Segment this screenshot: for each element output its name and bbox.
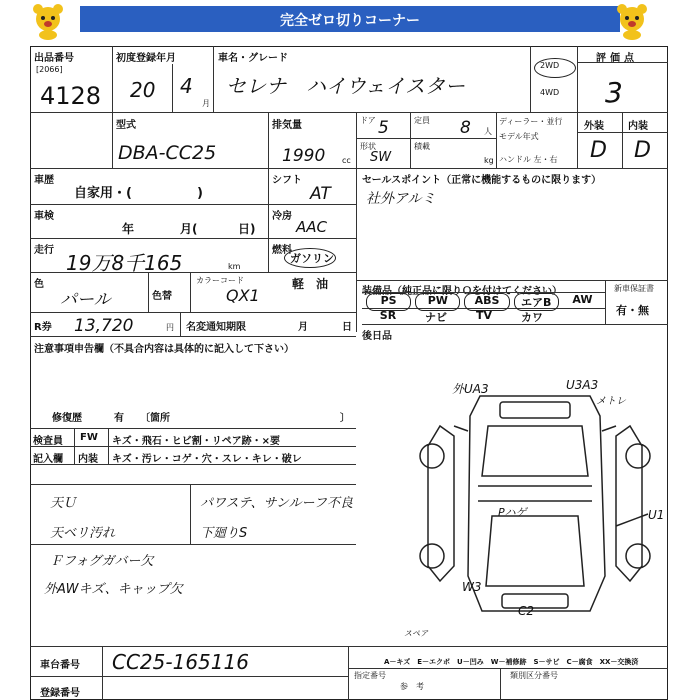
- shape-value: SW: [370, 150, 392, 165]
- listing-label: 出品番号: [34, 53, 74, 64]
- aircon-value: AAC: [296, 218, 327, 236]
- bottom-category: 類別区分番号: [510, 671, 558, 680]
- color-value: パール: [60, 290, 111, 310]
- rating-value: 3: [605, 76, 623, 109]
- equip-aw: AW: [572, 293, 593, 306]
- inspection-day: 日): [238, 222, 256, 236]
- mileage-unit: km: [228, 262, 241, 271]
- equip-navi: ナビ: [425, 311, 447, 324]
- repair-value: 有: [114, 413, 124, 424]
- color-label: 色: [34, 279, 44, 290]
- interior-value: D: [634, 138, 651, 163]
- capacity-label: 定員: [414, 116, 430, 125]
- inspection-year: 年: [122, 222, 135, 236]
- regnum-label: 登録番号: [40, 688, 80, 699]
- model-label: 車名・グレード: [218, 53, 288, 64]
- equip-tv: TV: [475, 309, 493, 322]
- mark-u1: U1: [648, 508, 665, 522]
- inspector-row2-head: 内装: [78, 454, 98, 465]
- equipment-warranty-label: 新車保証書: [614, 284, 654, 293]
- equip-sr: SR: [379, 309, 397, 322]
- shape-label: 形状: [360, 142, 376, 151]
- repair-place: 〔箇所: [140, 413, 170, 424]
- shift-value: AT: [310, 184, 331, 204]
- inspection-month: 月(: [180, 222, 198, 236]
- mileage-value: 19万8千165: [66, 251, 183, 275]
- mileage-label: 走行: [34, 245, 54, 256]
- remark-right-1: パワステ、サンルーフ不良: [200, 496, 353, 511]
- chassis-value: CC25-165116: [112, 650, 249, 674]
- fuel-diesel: 軽 油: [292, 277, 329, 291]
- damage-legend: A－キズ E－エクボ U－凹み W－補修跡 S－サビ C－腐食 XX－交換済: [384, 658, 639, 666]
- equipment-row2: [364, 309, 556, 325]
- equip-abs: ABS: [464, 293, 509, 311]
- inspector-row1: キズ・飛石・ヒビ割・リペア跡・×要: [112, 436, 280, 447]
- registration-month-unit: 月: [202, 99, 210, 108]
- usage-value: 自家用・( ): [74, 186, 203, 201]
- equipment-warranty-value: 有・無: [616, 304, 649, 317]
- color-code-label: カラーコード: [196, 276, 244, 285]
- interior-label: 内装: [628, 121, 648, 132]
- recycle-label: R券: [34, 322, 52, 333]
- mark-spare: スペア: [404, 629, 428, 638]
- fuel-label: 燃料: [272, 245, 292, 256]
- registration-month: 4: [180, 74, 193, 98]
- drive-2wd: 2WD: [540, 61, 560, 70]
- listing-sub: [2066]: [36, 65, 63, 74]
- remark-left-4: 外AWキズ、キャップ欠: [44, 582, 183, 597]
- mark-w3: W3: [462, 580, 482, 594]
- owner-change-label: 名変通知期限: [186, 322, 246, 333]
- mark-paint-peel: Pハゲ: [498, 506, 527, 519]
- type-value: DBA-CC25: [118, 142, 217, 164]
- mark-metal: メトレ: [596, 396, 626, 407]
- car-damage-diagram: [410, 376, 666, 638]
- load-unit: kg: [484, 156, 494, 165]
- capacity-value: 8: [460, 118, 471, 138]
- post-install-label: 後日品: [362, 331, 392, 342]
- bottom-designated: 指定番号: [354, 671, 386, 680]
- inspector-row2: キズ・汚レ・コゲ・穴・スレ・キレ・破レ: [112, 454, 302, 465]
- dealer-model-year: モデル年式: [499, 132, 539, 141]
- displacement-value: 1990: [282, 146, 326, 166]
- color-change-label: 色替: [152, 291, 172, 302]
- inspector-row1-head: FW: [80, 432, 98, 443]
- registration-year: 20: [130, 78, 156, 102]
- displacement-label: 排気量: [272, 120, 302, 131]
- shift-label: シフト: [272, 175, 302, 186]
- doors-value: 5: [378, 118, 389, 138]
- equipment-label: 装備品（純正品に限りＯを付けてください）: [362, 286, 562, 297]
- chassis-label: 車台番号: [40, 660, 80, 671]
- sales-point-value: 社外アルミ: [366, 191, 436, 207]
- displacement-unit: cc: [342, 156, 351, 165]
- equip-airbag: エアB: [514, 293, 559, 311]
- rating-label: 評価点: [596, 53, 638, 64]
- registration-label: 初度登録年月: [116, 53, 176, 64]
- capacity-unit: 人: [484, 127, 492, 136]
- exterior-value: D: [590, 138, 607, 163]
- owner-change-day: 日: [342, 322, 352, 333]
- color-code: QX1: [226, 286, 260, 305]
- remark-left-2: 天ベリ汚れ: [50, 526, 116, 541]
- load-label: 積載: [414, 142, 430, 151]
- fuel-gasoline: ガソリン: [290, 252, 334, 265]
- exterior-label: 外装: [584, 121, 604, 132]
- recycle-value: 13,720: [74, 316, 134, 336]
- sales-point-label: セールスポイント（正常に機能するものに限ります）: [362, 175, 602, 186]
- mark-front-right: U3A3: [566, 378, 599, 392]
- remark-left-3: Ｆフォグガバー欠: [50, 554, 154, 569]
- remark-left-1: 天Ｕ: [50, 496, 77, 511]
- mark-c2: C2: [518, 604, 535, 618]
- header-title: 完全ゼロ切りコーナー: [280, 13, 420, 29]
- listing-value: 4128: [40, 82, 102, 110]
- inspector-label-2: 記入欄: [33, 454, 63, 465]
- usage-label: 車歴: [34, 175, 54, 186]
- repair-label: 修復歴: [52, 413, 82, 424]
- aircon-label: 冷房: [272, 211, 292, 222]
- mark-front-left: 外UA3: [452, 382, 489, 396]
- doors-label: ドア: [360, 116, 376, 125]
- owner-change-month: 月: [298, 322, 308, 333]
- mascot-right-icon: [612, 2, 652, 40]
- equip-pw: PW: [415, 293, 460, 311]
- bottom-ref: 参 考: [400, 682, 424, 691]
- inspection-label: 車検: [34, 211, 54, 222]
- repair-end: 〕: [340, 413, 350, 424]
- mascot-left-icon: [28, 2, 68, 40]
- type-label: 型式: [116, 120, 136, 131]
- drive-4wd: 4WD: [540, 88, 560, 97]
- model-value: セレナ ハイウェイスター: [226, 74, 465, 98]
- notes-label: 注意事項申告欄（不具合内容は具体的に記入して下さい）: [34, 344, 294, 355]
- equip-ps: PS: [366, 293, 411, 311]
- inspector-label-1: 検査員: [33, 436, 63, 447]
- equip-leather: カワ: [521, 311, 543, 324]
- recycle-unit: 円: [166, 323, 174, 332]
- dealer-label: ディーラー・並行: [499, 117, 563, 126]
- dealer-handle: ハンドル 左・右: [499, 155, 558, 164]
- remark-right-2: 下廻りS: [200, 526, 248, 541]
